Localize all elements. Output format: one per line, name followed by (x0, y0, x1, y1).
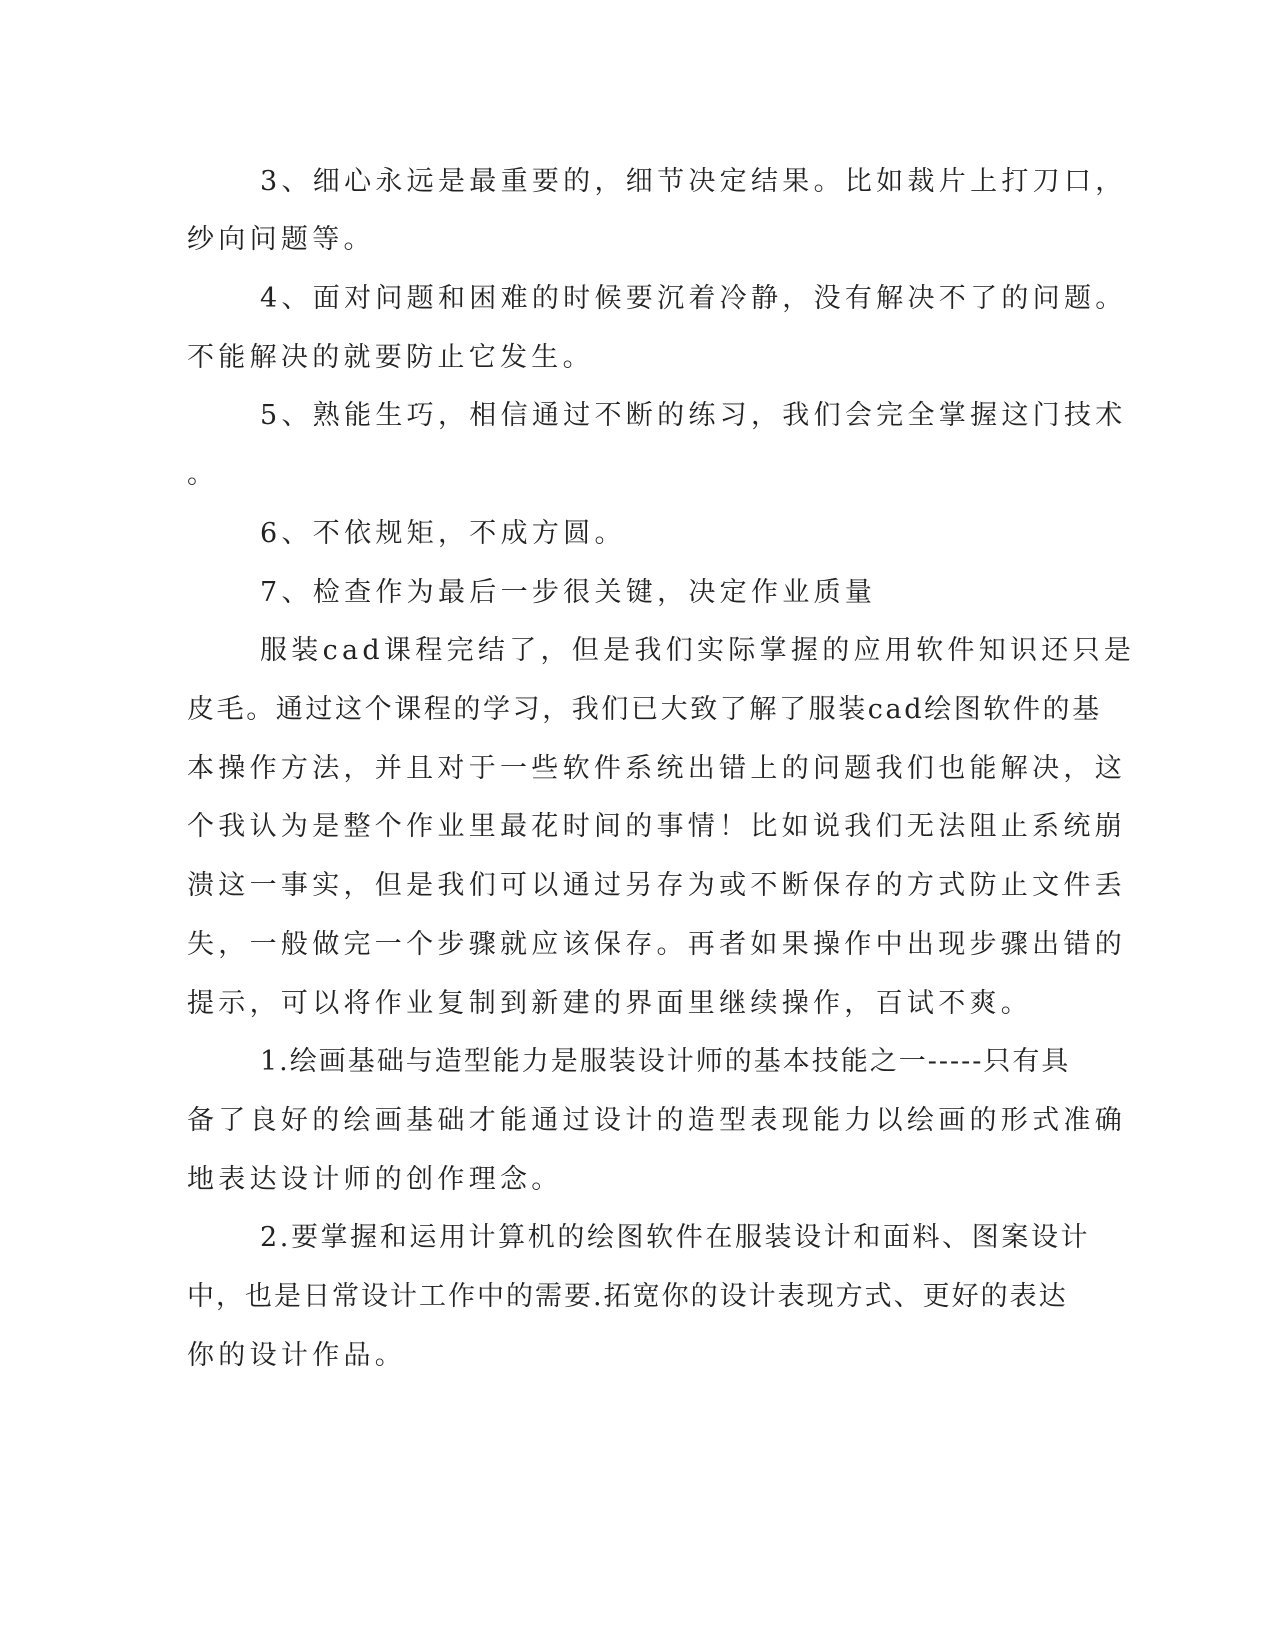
paragraph-line: 你的设计作品。 (187, 1340, 407, 1371)
paragraph-line: 个我认为是整个作业里最花时间的事情！比如说我们无法阻止系统崩 (187, 811, 1126, 842)
paragraph-line: 本操作方法，并且对于一些软件系统出错上的问题我们也能解决，这 (187, 753, 1126, 784)
paragraph-line: 5、熟能生巧，相信通过不断的练习，我们会完全掌握这门技术 (260, 400, 1127, 431)
paragraph-line: 3、细心永远是最重要的，细节决定结果。比如裁片上打刀口， (260, 166, 1127, 197)
paragraph-line: 皮毛。通过这个课程的学习，我们已大致了解了服装cad绘图软件的基 (187, 694, 1102, 725)
paragraph-line: 纱向问题等。 (187, 224, 375, 255)
paragraph-line: 失，一般做完一个步骤就应该保存。再者如果操作中出现步骤出错的 (187, 929, 1126, 960)
paragraph-line: 备了良好的绘画基础才能通过设计的造型表现能力以绘画的形式准确 (187, 1105, 1126, 1136)
paragraph-line: 2.要掌握和运用计算机的绘图软件在服装设计和面料、图案设计 (260, 1222, 1091, 1253)
paragraph-line: 提示，可以将作业复制到新建的界面里继续操作，百试不爽。 (187, 988, 1033, 1019)
paragraph-line: 1.绘画基础与造型能力是服装设计师的基本技能之一-----只有具 (260, 1046, 1071, 1077)
paragraph-line: 地表达设计师的创作理念。 (187, 1164, 563, 1195)
paragraph-line: 不能解决的就要防止它发生。 (187, 342, 594, 373)
paragraph-line: 。 (187, 459, 219, 490)
paragraph-line: 服装cad课程完结了，但是我们实际掌握的应用软件知识还只是 (260, 635, 1136, 666)
paragraph-line: 溃这一事实，但是我们可以通过另存为或不断保存的方式防止文件丢 (187, 870, 1126, 901)
paragraph-line: 中，也是日常设计工作中的需要.拓宽你的设计表现方式、更好的表达 (187, 1281, 1068, 1312)
paragraph-line: 7、检查作为最后一步很关键，决定作业质量 (260, 577, 877, 608)
paragraph-line: 6、不依规矩，不成方圆。 (260, 518, 626, 549)
paragraph-line: 4、面对问题和困难的时候要沉着冷静，没有解决不了的问题。 (260, 283, 1127, 314)
